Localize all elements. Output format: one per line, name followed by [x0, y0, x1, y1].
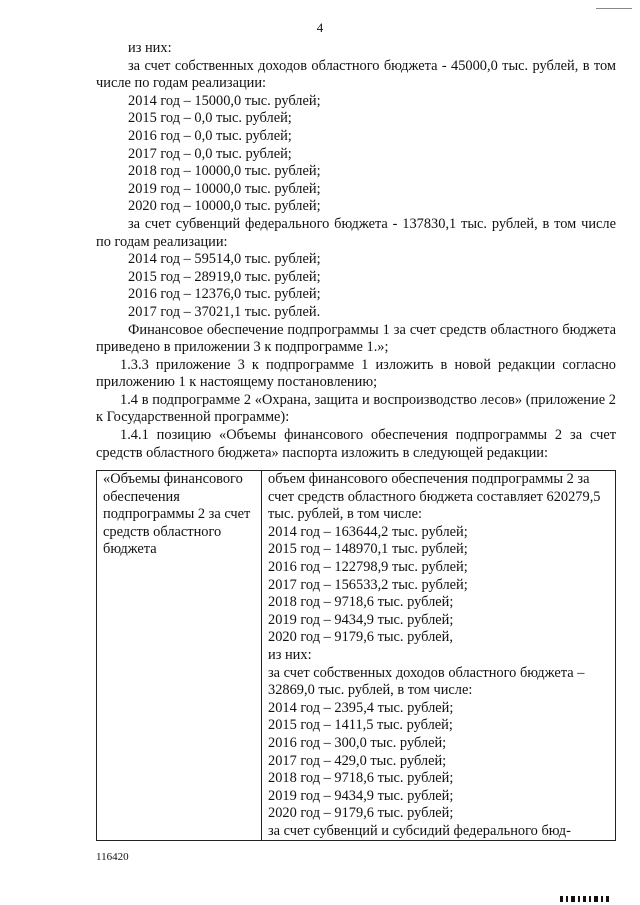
scan-barcode-mark: [560, 896, 620, 905]
cell-line: 2014 год – 2395,4 тыс. рублей;: [268, 699, 454, 716]
scan-artifact-line: [596, 8, 632, 9]
year-line: 2019 год – 10000,0 тыс. рублей;: [128, 180, 321, 197]
cell-line: 2017 год – 156533,2 тыс. рублей;: [268, 576, 468, 593]
cell-line: из них:: [268, 646, 312, 663]
cell-line: 2016 год – 122798,9 тыс. рублей;: [268, 558, 468, 575]
year-line: 2014 год – 15000,0 тыс. рублей;: [128, 92, 321, 109]
paragraph: за счет субвенций федерального бюджета - 137830,1 тыс. рублей, в том числе по годам реализации:: [96, 215, 616, 250]
cell-line: 2018 год – 9718,6 тыс. рублей;: [268, 594, 454, 611]
year-line: 2016 год – 0,0 тыс. рублей;: [128, 127, 292, 144]
year-line: 2014 год – 59514,0 тыс. рублей;: [128, 251, 321, 268]
cell-line: 2015 год – 1411,5 тыс. рублей;: [268, 717, 453, 734]
page-number: 4: [316, 20, 324, 35]
federal-funds-year-list: [96, 251, 616, 321]
cell-line: 2020 год – 9179,6 тыс. рублей;: [268, 805, 454, 822]
cell-line: 2014 год – 163644,2 тыс. рублей;: [268, 523, 468, 540]
paragraph: Финансовое обеспечение подпрограммы 1 за счет средств областного бюджета приведено в приложении 3 к подпрограмме 1.»;: [96, 321, 616, 356]
table-row: [97, 471, 616, 841]
year-line: 2017 год – 0,0 тыс. рублей;: [128, 145, 292, 162]
own-funds-year-list: [96, 93, 616, 216]
paragraph: 1.4 в подпрограмме 2 «Охрана, защита и воспроизводство лесов» (приложение 2 к Государственной программе):: [96, 391, 616, 426]
year-line: 2018 год – 10000,0 тыс. рублей;: [128, 163, 321, 180]
table-cell-label: «Объемы финансового обеспечения подпрограммы 2 за счет средств областного бюджета: [97, 471, 262, 841]
year-line: 2020 год – 10000,0 тыс. рублей;: [128, 198, 321, 215]
cell-line: 2020 год – 9179,6 тыс. рублей,: [268, 629, 453, 646]
paragraph: из них:: [128, 40, 172, 56]
cell-line: 2017 год – 429,0 тыс. рублей;: [268, 752, 447, 769]
document-body: [96, 40, 616, 462]
cell-line: 2018 год – 9718,6 тыс. рублей;: [268, 770, 454, 787]
cell-line: за счет субвенций и субсидий федерального бюд-: [268, 822, 571, 839]
year-line: 2015 год – 28919,0 тыс. рублей;: [128, 268, 321, 285]
passport-table: [96, 470, 616, 841]
cell-line: 2019 год – 9434,9 тыс. рублей;: [268, 787, 454, 804]
paragraph: за счет собственных доходов областного бюджета - 45000,0 тыс. рублей, в том числе по годам реализации:: [96, 57, 616, 92]
year-line: 2017 год – 37021,1 тыс. рублей.: [128, 303, 321, 320]
document-code: 116420: [96, 851, 129, 863]
paragraph: 1.3.3 приложение 3 к подпрограмме 1 изложить в новой редакции согласно приложению 1 к настоящему постановлению;: [96, 356, 616, 391]
paragraph: 1.4.1 позицию «Объемы финансового обеспечения подпрограммы 2 за счет средств областного бюджета» паспорта изложить в следующей редакции:: [96, 427, 616, 461]
cell-line: объем финансового обеспечения подпрограммы 2 за счет средств областного бюджета составляет 620279,5 тыс. рублей, в том числе:: [268, 471, 601, 523]
cell-line: 2015 год – 148970,1 тыс. рублей;: [268, 541, 468, 558]
year-line: 2016 год – 12376,0 тыс. рублей;: [128, 286, 321, 303]
table-cell-value: [262, 471, 616, 841]
year-line: 2015 год – 0,0 тыс. рублей;: [128, 110, 292, 127]
cell-line: 2016 год – 300,0 тыс. рублей;: [268, 734, 447, 751]
cell-line: за счет собственных доходов областного бюджета – 32869,0 тыс. рублей, в том числе:: [268, 664, 585, 699]
cell-line: 2019 год – 9434,9 тыс. рублей;: [268, 611, 454, 628]
